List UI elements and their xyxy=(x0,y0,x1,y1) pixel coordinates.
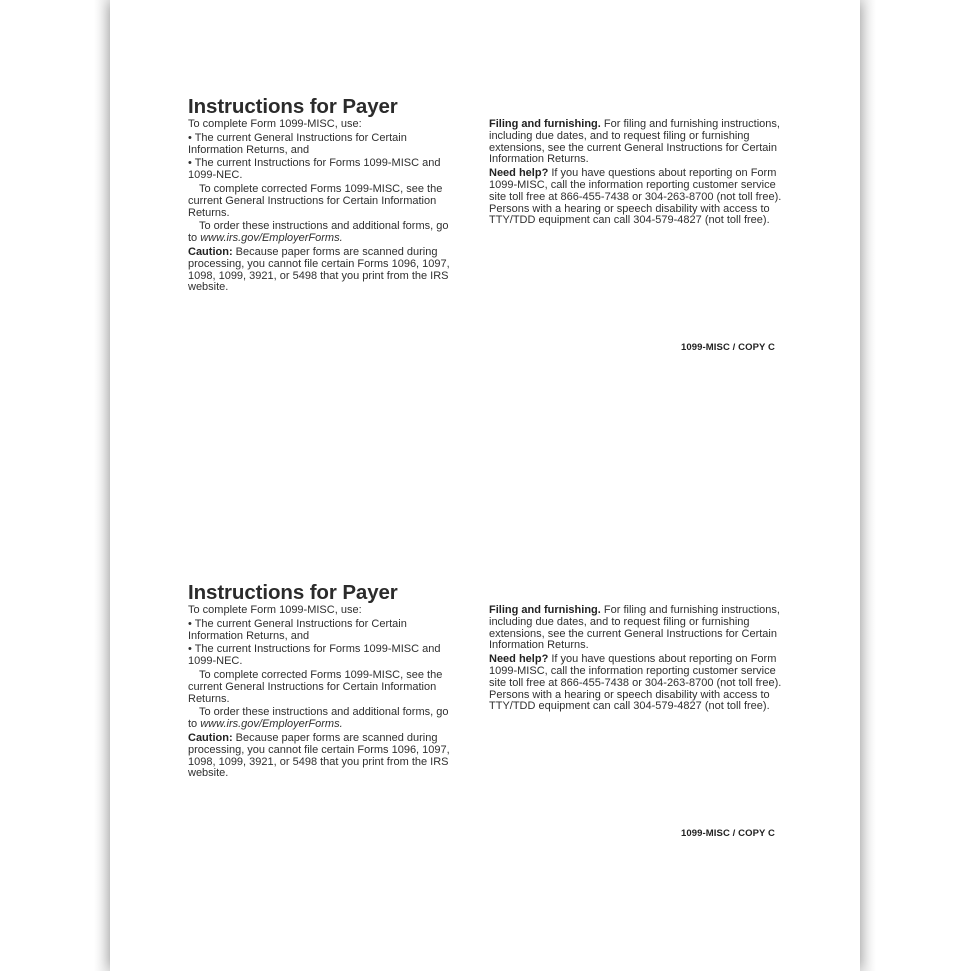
filing-paragraph xyxy=(489,119,789,166)
filing-paragraph xyxy=(489,605,789,652)
left-column xyxy=(188,581,460,780)
help-label: Need help? xyxy=(489,653,549,666)
left-column xyxy=(188,95,460,294)
copy-label: 1099-MISC / COPY C xyxy=(681,828,776,839)
order-forms-text: To order these instructions and additional forms, go to xyxy=(188,706,449,731)
bullet-form-instructions: • The current Instructions for Forms 1099-MISC and 1099-NEC. xyxy=(188,643,441,668)
help-label: Need help? xyxy=(489,167,549,180)
right-column xyxy=(489,119,789,227)
caution-paragraph xyxy=(188,733,460,780)
copy-label: 1099-MISC / COPY C xyxy=(681,342,776,353)
order-forms-paragraph xyxy=(188,707,460,731)
bullet-form-instructions: • The current Instructions for Forms 1099-MISC and 1099-NEC. xyxy=(188,157,441,182)
section-title: Instructions for Payer xyxy=(188,581,398,604)
irs-website-link: www.irs.gov/EmployerForms. xyxy=(200,718,343,731)
section-title: Instructions for Payer xyxy=(188,95,398,118)
order-forms-text: To order these instructions and additional forms, go to xyxy=(188,220,449,245)
form-page xyxy=(110,0,860,971)
help-paragraph xyxy=(489,654,789,713)
instructions-section-top xyxy=(110,0,860,480)
page-shadow-right xyxy=(860,0,876,971)
filing-text: For filing and furnishing instructions, including due dates, and to request filing or furnishing extensions, see the current General Instructions for Certain Information Returns. xyxy=(489,604,780,652)
corrected-forms-text: To complete corrected Forms 1099-MISC, see the current General Instructions for Certain Information Returns. xyxy=(188,668,443,705)
help-paragraph xyxy=(489,168,789,227)
caution-label: Caution: xyxy=(188,245,233,258)
caution-paragraph xyxy=(188,247,460,294)
page-shadow-left xyxy=(94,0,110,971)
help-text: If you have questions about reporting on Form 1099-MISC, call the information reporting customer service site toll free at 866-455-7438 or 304-263-8700 (not toll free). Persons with a hearing or speech disability with access to TTY/TDD equipment can call 304-579-4827 (not toll free). xyxy=(489,167,782,227)
filing-label: Filing and furnishing. xyxy=(489,118,601,130)
bullet-general-instructions: • The current General Instructions for Certain Information Returns, and xyxy=(188,617,407,642)
intro-text: To complete Form 1099-MISC, use: xyxy=(188,604,362,616)
irs-website-link: www.irs.gov/EmployerForms. xyxy=(200,232,343,245)
filing-text: For filing and furnishing instructions, including due dates, and to request filing or furnishing extensions, see the current General Instructions for Certain Information Returns. xyxy=(489,118,780,166)
intro-text: To complete Form 1099-MISC, use: xyxy=(188,118,362,130)
instructions-section-bottom xyxy=(110,486,860,966)
corrected-forms-text: To complete corrected Forms 1099-MISC, see the current General Instructions for Certain Information Returns. xyxy=(188,182,443,219)
order-forms-paragraph xyxy=(188,221,460,245)
bullet-general-instructions: • The current General Instructions for Certain Information Returns, and xyxy=(188,131,407,156)
filing-label: Filing and furnishing. xyxy=(489,604,601,616)
caution-text: Because paper forms are scanned during processing, you cannot file certain Forms 1096, 1097, 1098, 1099, 3921, or 5498 that you print from the IRS website. xyxy=(188,245,450,294)
help-text: If you have questions about reporting on Form 1099-MISC, call the information reporting customer service site toll free at 866-455-7438 or 304-263-8700 (not toll free). Persons with a hearing or speech disability with access to TTY/TDD equipment can call 304-579-4827 (not toll free). xyxy=(489,653,782,713)
caution-text: Because paper forms are scanned during processing, you cannot file certain Forms 1096, 1097, 1098, 1099, 3921, or 5498 that you print from the IRS website. xyxy=(188,731,450,780)
caution-label: Caution: xyxy=(188,731,233,744)
right-column xyxy=(489,605,789,713)
